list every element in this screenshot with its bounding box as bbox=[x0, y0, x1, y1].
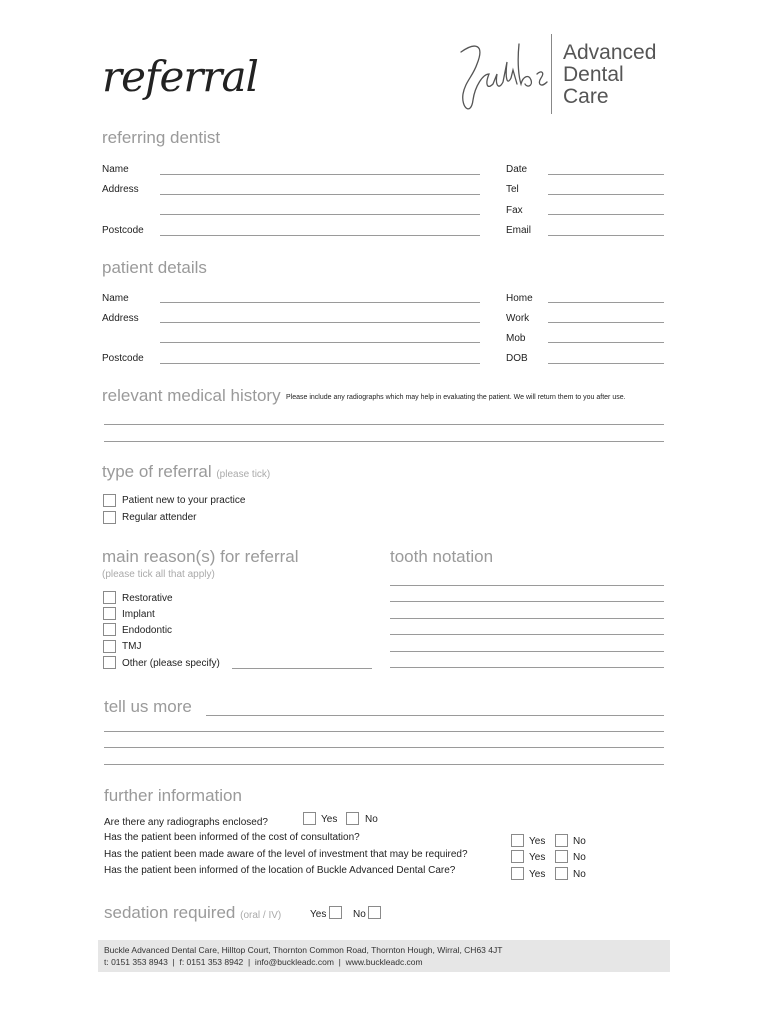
medical-history-note: Please include any radiographs which may help in evaluating the patient. We will return them to you after use. bbox=[286, 394, 626, 401]
checkbox-regular-attender[interactable] bbox=[103, 511, 116, 524]
ref-email-label: Email bbox=[506, 225, 532, 236]
type-of-referral-heading: type of referral bbox=[102, 462, 212, 481]
logo-line-1: Advanced bbox=[563, 41, 657, 64]
logo-signature-icon bbox=[455, 34, 550, 118]
pat-mob-field[interactable] bbox=[548, 342, 664, 343]
location-yes-label: Yes bbox=[529, 869, 546, 880]
footer bbox=[98, 940, 670, 972]
option-new-patient: Patient new to your practice bbox=[122, 495, 246, 506]
pat-postcode-label: Postcode bbox=[102, 353, 144, 364]
ref-address-label: Address bbox=[102, 184, 139, 195]
other-specify-field[interactable] bbox=[232, 668, 372, 669]
checkbox-endodontic[interactable] bbox=[103, 623, 116, 636]
sedation-yes-label: Yes bbox=[310, 909, 327, 920]
medical-history-line-1[interactable] bbox=[104, 424, 664, 425]
sedation-hint: (oral / IV) bbox=[240, 910, 282, 921]
tooth-notation-line-1[interactable] bbox=[390, 585, 664, 586]
footer-address: Buckle Advanced Dental Care, Hilltop Court, Thornton Common Road, Thornton Hough, Wirral, CH63 4JT bbox=[104, 945, 503, 955]
option-other: Other (please specify) bbox=[122, 658, 220, 669]
ref-fax-field[interactable] bbox=[548, 214, 664, 215]
tooth-notation-line-3[interactable] bbox=[390, 618, 664, 619]
radiographs-no-label: No bbox=[365, 814, 378, 825]
logo bbox=[455, 34, 665, 118]
radiographs-yes-label: Yes bbox=[321, 814, 338, 825]
checkbox-investment-no[interactable] bbox=[555, 850, 568, 863]
tooth-notation-line-5[interactable] bbox=[390, 651, 664, 652]
ref-address-field-2[interactable] bbox=[160, 214, 480, 215]
checkbox-cost-no[interactable] bbox=[555, 834, 568, 847]
pat-address-field-2[interactable] bbox=[160, 342, 480, 343]
medical-history-line-2[interactable] bbox=[104, 441, 664, 442]
type-of-referral-hint: (please tick) bbox=[216, 469, 271, 480]
ref-tel-field[interactable] bbox=[548, 194, 664, 195]
checkbox-restorative[interactable] bbox=[103, 591, 116, 604]
logo-line-2: Dental bbox=[563, 63, 624, 86]
checkbox-sedation-yes[interactable] bbox=[329, 906, 342, 919]
pat-dob-field[interactable] bbox=[548, 363, 664, 364]
checkbox-radiographs-yes[interactable] bbox=[303, 812, 316, 825]
ref-address-field-1[interactable] bbox=[160, 194, 480, 195]
cost-yes-label: Yes bbox=[529, 836, 546, 847]
pat-address-field-1[interactable] bbox=[160, 322, 480, 323]
tooth-notation-line-6[interactable] bbox=[390, 667, 664, 668]
pat-name-label: Name bbox=[102, 293, 129, 304]
section-tell-us-more: tell us more bbox=[104, 697, 192, 716]
section-further-information: further information bbox=[104, 786, 242, 805]
checkbox-other[interactable] bbox=[103, 656, 116, 669]
section-patient-details: patient details bbox=[102, 258, 207, 277]
ref-name-label: Name bbox=[102, 164, 129, 175]
question-investment: Has the patient been made aware of the level of investment that may be required? bbox=[104, 849, 468, 860]
pat-address-label: Address bbox=[102, 313, 139, 324]
tooth-notation-line-4[interactable] bbox=[390, 634, 664, 635]
ref-fax-label: Fax bbox=[506, 205, 523, 216]
page-title: referral bbox=[102, 52, 258, 101]
pat-work-label: Work bbox=[506, 313, 530, 324]
pat-mob-label: Mob bbox=[506, 333, 526, 344]
ref-email-field[interactable] bbox=[548, 235, 664, 236]
sedation-heading: sedation required bbox=[104, 903, 236, 922]
pat-name-field[interactable] bbox=[160, 302, 480, 303]
tell-us-more-line-1[interactable] bbox=[206, 715, 664, 716]
logo-divider bbox=[551, 34, 552, 114]
tell-us-more-line-2[interactable] bbox=[104, 731, 664, 732]
ref-date-label: Date bbox=[506, 164, 528, 175]
cost-no-label: No bbox=[573, 836, 586, 847]
question-location: Has the patient been informed of the location of Buckle Advanced Dental Care? bbox=[104, 865, 456, 876]
checkbox-location-no[interactable] bbox=[555, 867, 568, 880]
checkbox-sedation-no[interactable] bbox=[368, 906, 381, 919]
tell-us-more-line-4[interactable] bbox=[104, 764, 664, 765]
option-tmj: TMJ bbox=[122, 641, 142, 652]
section-main-reasons: main reason(s) for referral bbox=[102, 547, 299, 566]
ref-postcode-label: Postcode bbox=[102, 225, 144, 236]
question-radiographs: Are there any radiographs enclosed? bbox=[104, 817, 268, 828]
option-endodontic: Endodontic bbox=[122, 625, 173, 636]
ref-postcode-field[interactable] bbox=[160, 235, 480, 236]
option-restorative: Restorative bbox=[122, 593, 173, 604]
checkbox-new-patient[interactable] bbox=[103, 494, 116, 507]
option-regular-attender: Regular attender bbox=[122, 512, 197, 523]
checkbox-investment-yes[interactable] bbox=[511, 850, 524, 863]
section-type-of-referral bbox=[102, 462, 270, 482]
checkbox-radiographs-no[interactable] bbox=[346, 812, 359, 825]
ref-date-field[interactable] bbox=[548, 174, 664, 175]
footer-contact: t: 0151 353 8943 | f: 0151 353 8942 | info@buckleadc.com | www.buckleadc.com bbox=[104, 957, 423, 967]
pat-home-field[interactable] bbox=[548, 302, 664, 303]
ref-tel-label: Tel bbox=[506, 184, 519, 195]
checkbox-implant[interactable] bbox=[103, 607, 116, 620]
sedation-no-label: No bbox=[353, 909, 366, 920]
option-implant: Implant bbox=[122, 609, 155, 620]
pat-work-field[interactable] bbox=[548, 322, 664, 323]
logo-line-3: Care bbox=[563, 85, 609, 108]
question-cost: Has the patient been informed of the cost of consultation? bbox=[104, 832, 360, 843]
pat-postcode-field[interactable] bbox=[160, 363, 480, 364]
section-tooth-notation: tooth notation bbox=[390, 547, 494, 566]
tooth-notation-line-2[interactable] bbox=[390, 601, 664, 602]
section-sedation bbox=[104, 903, 281, 923]
ref-name-field[interactable] bbox=[160, 174, 480, 175]
section-referring-dentist: referring dentist bbox=[102, 128, 221, 147]
main-reasons-hint: (please tick all that apply) bbox=[102, 569, 215, 580]
tell-us-more-line-3[interactable] bbox=[104, 747, 664, 748]
checkbox-location-yes[interactable] bbox=[511, 867, 524, 880]
pat-dob-label: DOB bbox=[506, 353, 528, 364]
checkbox-tmj[interactable] bbox=[103, 640, 116, 653]
pat-home-label: Home bbox=[506, 293, 533, 304]
investment-yes-label: Yes bbox=[529, 852, 546, 863]
section-medical-history: relevant medical history bbox=[102, 386, 281, 405]
investment-no-label: No bbox=[573, 852, 586, 863]
checkbox-cost-yes[interactable] bbox=[511, 834, 524, 847]
location-no-label: No bbox=[573, 869, 586, 880]
